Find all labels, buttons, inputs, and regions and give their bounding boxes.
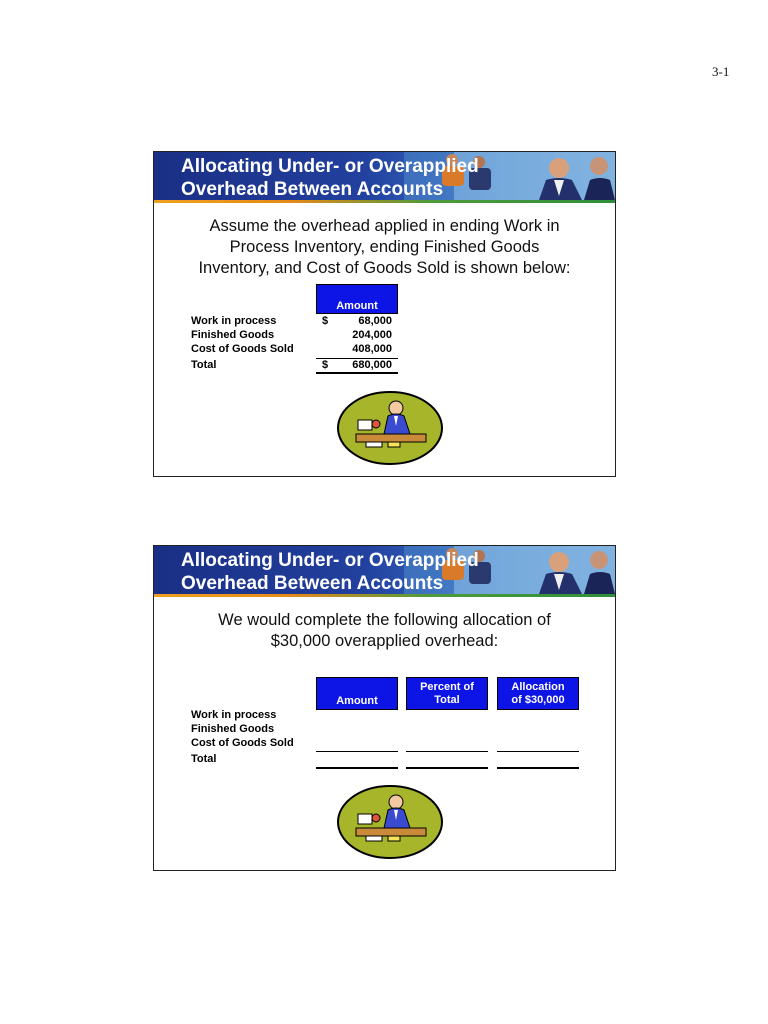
row-amount-work-in-process: 68,000 bbox=[358, 315, 392, 327]
body-line-1: We would complete the following allocation of bbox=[218, 611, 551, 629]
amount-header bbox=[316, 677, 398, 710]
row-label-finished-goods: Finished Goods bbox=[191, 329, 275, 341]
page-number: 3-1 bbox=[712, 64, 730, 79]
slide-body-text bbox=[164, 216, 605, 279]
businessman-at-desk-clipart-icon bbox=[336, 390, 444, 466]
slide-title bbox=[181, 549, 561, 594]
row-label-finished-goods: Finished Goods bbox=[191, 723, 275, 735]
row-amount-total: 680,000 bbox=[352, 359, 392, 371]
amount-header bbox=[316, 284, 398, 314]
row-label-work-in-process: Work in process bbox=[191, 315, 277, 327]
total-rule-amount bbox=[316, 767, 398, 769]
slide-banner bbox=[154, 546, 615, 594]
body-line-3: Inventory, and Cost of Goods Sold is shown below: bbox=[198, 259, 571, 277]
body-line-1: Assume the overhead applied in ending Work in bbox=[209, 217, 560, 235]
slide-1 bbox=[153, 151, 616, 477]
slide-title-line-2: Overhead Between Accounts bbox=[181, 573, 444, 594]
allocation-header bbox=[497, 677, 579, 710]
subtotal-rule-allocation bbox=[497, 751, 579, 752]
banner-stripe bbox=[154, 594, 615, 597]
slide-title-line-1: Allocating Under- or Overapplied bbox=[181, 156, 479, 177]
total-rule-percent bbox=[406, 767, 488, 769]
row-amount-cost-of-goods-sold: 408,000 bbox=[352, 343, 392, 355]
slide-title bbox=[181, 155, 561, 200]
slide-body-text bbox=[164, 610, 605, 652]
percent-header-line-2: Total bbox=[434, 694, 460, 706]
slide-2 bbox=[153, 545, 616, 871]
percent-header-line-1: Percent of bbox=[420, 681, 474, 693]
row-label-work-in-process: Work in process bbox=[191, 709, 277, 721]
businessman-at-desk-clipart-icon bbox=[336, 784, 444, 860]
subtotal-rule-percent bbox=[406, 751, 488, 752]
body-line-2: Process Inventory, ending Finished Goods bbox=[229, 238, 540, 256]
total-rule-allocation bbox=[497, 767, 579, 769]
amount-header-label: Amount bbox=[336, 300, 378, 312]
row-currency-total: $ bbox=[322, 359, 329, 371]
row-label-cost-of-goods-sold: Cost of Goods Sold bbox=[191, 343, 294, 355]
allocation-header-line-1: Allocation bbox=[511, 681, 565, 693]
row-currency-work-in-process: $ bbox=[322, 315, 329, 327]
slide-title-line-2: Overhead Between Accounts bbox=[181, 179, 444, 200]
row-label-total: Total bbox=[191, 359, 217, 371]
allocation-header-line-2: of $30,000 bbox=[511, 694, 565, 706]
row-label-total: Total bbox=[191, 753, 217, 765]
total-double-rule bbox=[316, 372, 398, 374]
slide-title-line-1: Allocating Under- or Overapplied bbox=[181, 550, 479, 571]
banner-stripe bbox=[154, 200, 615, 203]
amount-header-label: Amount bbox=[336, 695, 378, 707]
percent-of-total-header bbox=[406, 677, 488, 710]
slide-banner bbox=[154, 152, 615, 200]
row-label-cost-of-goods-sold: Cost of Goods Sold bbox=[191, 737, 294, 749]
row-amount-finished-goods: 204,000 bbox=[352, 329, 392, 341]
body-line-2: $30,000 overapplied overhead: bbox=[270, 632, 499, 650]
subtotal-rule-amount bbox=[316, 751, 398, 752]
